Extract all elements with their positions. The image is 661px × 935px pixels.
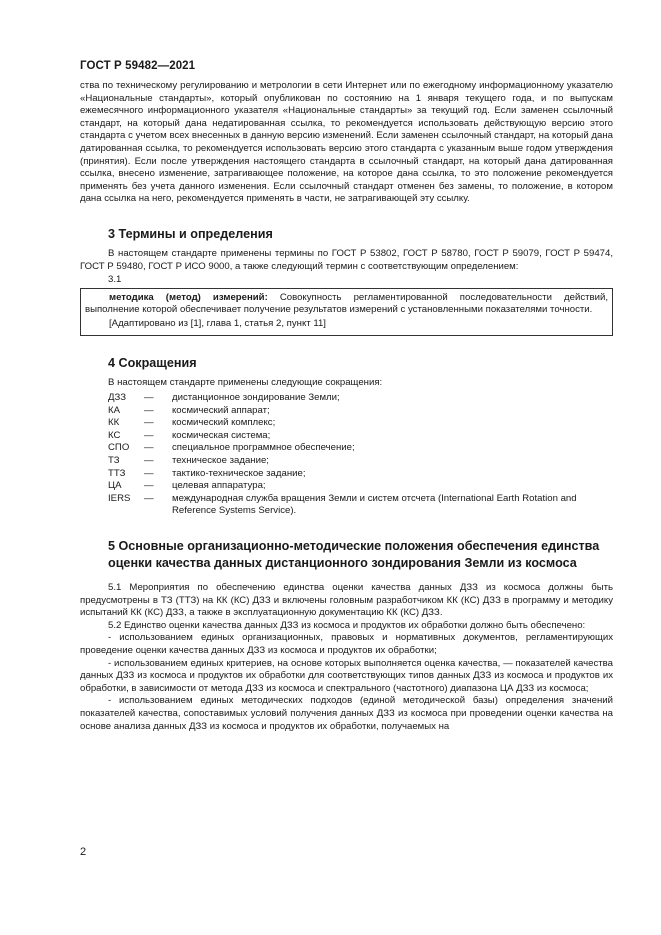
section-3-paragraph: В настоящем стандарте применены термины по ГОСТ Р 53802, ГОСТ Р 58780, ГОСТ Р 59079, ГОСТ Р 59474, ГОСТ Р 59480, ГОСТ Р ИСО 9000, а также следующий термин с соответствующим определением: (80, 247, 613, 272)
term-number: 3.1 (108, 274, 122, 286)
abbreviation-dash: — (144, 404, 154, 416)
page-content (80, 80, 613, 733)
term-source: [Адаптировано из [1], глава 1, статья 2, пункт 11] (109, 317, 326, 329)
abbreviation-dash: — (144, 492, 154, 504)
abbreviation-dash: — (144, 429, 154, 441)
abbreviation-text: специальное программное обеспечение; (172, 442, 355, 454)
section-4-heading: 4 Сокращения (108, 355, 197, 370)
abbreviation-row (80, 417, 613, 430)
abbreviation-list (80, 392, 613, 518)
abbreviation-text: международная служба вращения Земли и систем отсчета (International Earth Rotation and Reference Systems Service). (172, 492, 577, 517)
abbreviation-dash: — (144, 467, 154, 479)
abbreviation-code: IERS (108, 492, 131, 504)
abbreviation-row (80, 405, 613, 418)
term-name: методика (метод) измерений: (109, 291, 268, 303)
abbreviation-code: КА (108, 404, 120, 416)
abbreviation-code: ТЗ (108, 455, 120, 467)
abbreviation-row (80, 442, 613, 455)
abbreviation-row (80, 468, 613, 481)
term-definition-paragraph (85, 292, 608, 317)
abbreviation-dash: — (144, 392, 154, 404)
section-5-list-item: - использованием единых организационных, правовых и нормативных документов, регламентирующих проведение оценки качества данных ДЗЗ из космоса и продуктов их обработки; (80, 632, 613, 656)
abbreviation-row (80, 430, 613, 443)
abbreviation-text: техническое задание; (172, 455, 269, 467)
abbreviation-row (80, 392, 613, 405)
abbreviation-text: космическая система; (172, 429, 271, 441)
abbreviation-dash: — (144, 417, 154, 429)
section-4-paragraph: В настоящем стандарте применены следующие сокращения: (108, 376, 383, 388)
abbreviation-code: КК (108, 417, 120, 429)
abbreviation-text: космический комплекс; (172, 417, 276, 429)
section-5-list-item: - использованием единых методических подходов (единой методической базы) определения значений показателей качества, сопоставимых условий получения данных ДЗЗ из космоса при проведении оценки качества на основе анализа данных ДЗЗ из космоса и продуктов их обработки, получаемых на (80, 695, 613, 732)
abbreviation-code: ТТЗ (108, 467, 126, 479)
standard-header: ГОСТ Р 59482—2021 (80, 60, 196, 72)
abbreviation-text: космический аппарат; (172, 404, 270, 416)
abbreviation-text: целевая аппаратура; (172, 480, 266, 492)
term-definition-box (80, 288, 613, 336)
abbreviation-text: тактико-техническое задание; (172, 467, 306, 479)
section-5-paragraph: 5.2 Единство оценки качества данных ДЗЗ из космоса и продуктов их обработки должно быть обеспечено: (108, 619, 586, 631)
abbreviation-code: СПО (108, 442, 130, 454)
intro-paragraph: ства по техническому регулированию и метрологии в сети Интернет или по ежегодному информационному указателю «Национальные стандарты», который опубликован по состоянию на 1 января текущего года, и по выпускам ежемесячного информационного указателя «Национальные стандарты» за текущий год. Если заменен ссылочный стандарт, на который дана недатированная ссылка, то рекомендуется использовать действующую версию этого стандарта с учетом всех внесенных в данную версию изменений. Если заменен ссылочный стандарт, на который дана датированная ссылка, то рекомендуется использовать версию этого стандарта с указанным выше годом утверждения (принятия). Если после утверждения настоящего стандарта в ссылочный стандарт, на который дана датированная ссылка, внесено изменение, затрагивающее положение, на которое дана ссылка, то это положение рекомендуется применять без учета данного изменения. Если ссылочный стандарт отменен без замены, то положение, в котором дана ссылка на него, рекомендуется применять в части, не затрагивающей эту ссылку. (80, 80, 613, 205)
abbreviation-code: ЦА (108, 480, 122, 492)
term-definition: Совокупность регламентированной последовательности действий, выполнение которой обеспечивает получение результатов измерений с установленными показателями точности. (85, 291, 608, 316)
abbreviation-dash: — (144, 480, 154, 492)
abbreviation-row (80, 455, 613, 468)
abbreviation-dash: — (144, 442, 154, 454)
page-number: 2 (80, 846, 87, 858)
section-5-body (80, 582, 613, 733)
abbreviation-text: дистанционное зондирование Земли; (172, 392, 340, 404)
abbreviation-code: ДЗЗ (108, 392, 127, 404)
abbreviation-row (80, 480, 613, 493)
abbreviation-row (80, 493, 613, 518)
section-5-heading: 5 Основные организационно-методические положения обеспечения единства оценки качества данных дистанционного зондирования Земли из космоса (108, 539, 600, 571)
intro-block (80, 80, 613, 206)
abbreviation-dash: — (144, 455, 154, 467)
abbreviation-code: КС (108, 429, 121, 441)
section-3-heading: 3 Термины и определения (108, 226, 273, 241)
section-5-list-item: - использованием единых критериев, на основе которых выполняется оценка качества, — показателей качества данных ДЗЗ из космоса и продуктов их обработки для соответствующих типов данных ДЗЗ из космоса и продуктов их обработки, в зависимости от метода ДЗЗ из космоса и спектрального (частотного) диапазона ЦА ДЗЗ из космоса; (80, 657, 613, 694)
section-5-paragraph: 5.1 Мероприятия по обеспечению единства оценки качества данных ДЗЗ из космоса должны быть предусмотрены в ТЗ (ТТЗ) на КК (КС) ДЗЗ и включены головным разработчиком КК (КС) ДЗЗ в программу и методику испытаний КК (КС) ДЗЗ, а также в эксплуатационную документацию КК (КС) ДЗЗ. (80, 582, 613, 619)
